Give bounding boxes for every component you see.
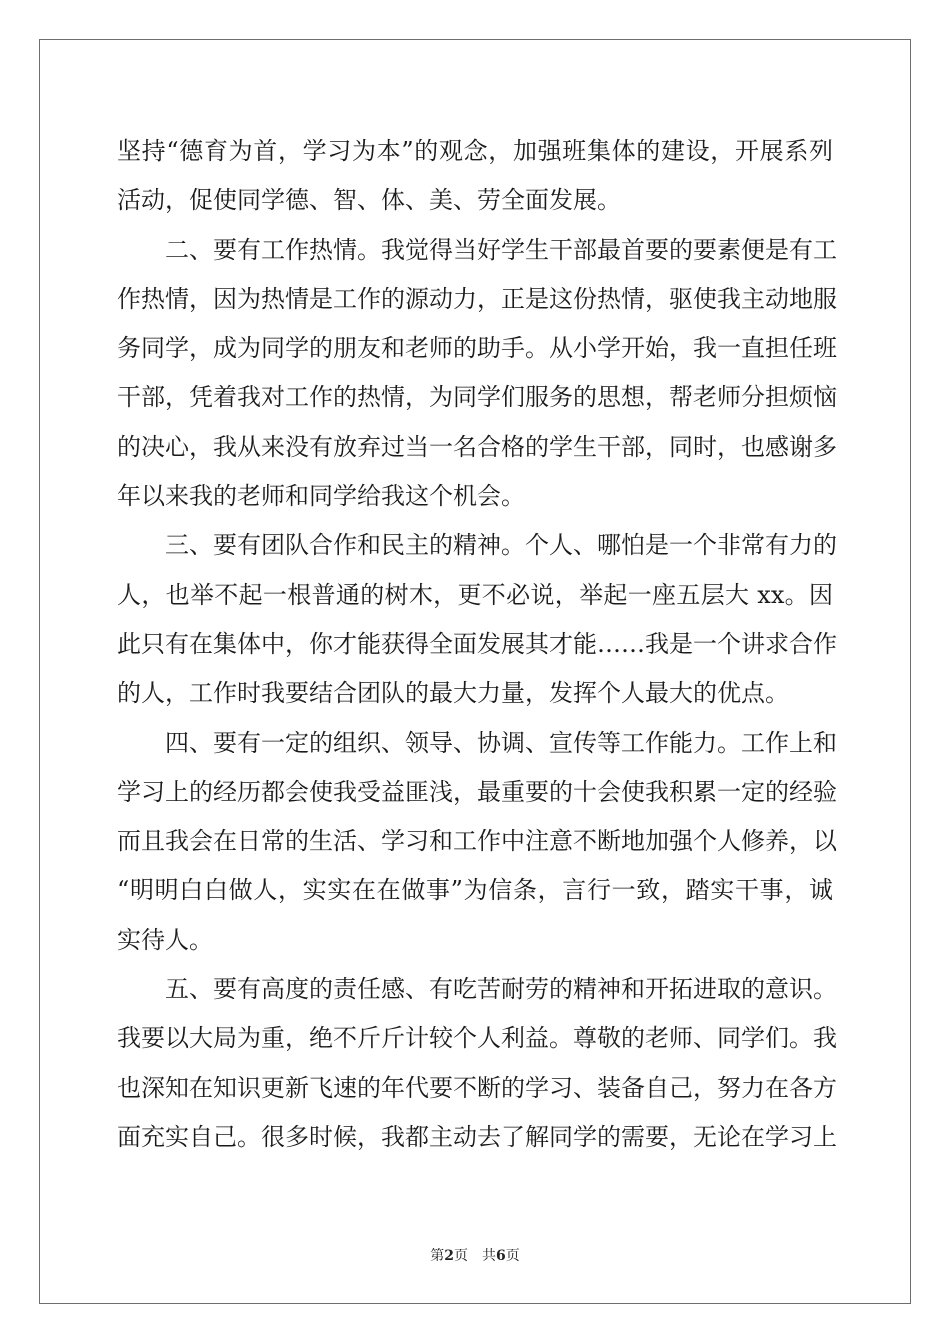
text-line: 人，也举不起一根普通的树木，更不必说，举起一座五层大 xx。因 [117, 580, 833, 609]
text-line: 干部，凭着我对工作的热情，为同学们服务的思想，帮老师分担烦恼 [117, 383, 837, 412]
text-line: 面充实自己。很多时候，我都主动去了解同学的需要，无论在学习上 [117, 1122, 837, 1151]
text-line: 作热情，因为热情是工作的源动力，正是这份热情，驱使我主动地服 [117, 284, 837, 313]
page-suffix: 页 [454, 1248, 468, 1264]
text-line: 也深知在知识更新飞速的年代要不断的学习、装备自己，努力在各方 [117, 1073, 837, 1102]
page-number-label [430, 1248, 468, 1264]
page-footer [0, 1245, 950, 1265]
text-line: 三、要有团队合作和民主的精神。个人、哪怕是一个非常有力的 [165, 531, 837, 560]
text-line: 此只有在集体中，你才能获得全面发展其才能……我是一个讲求合作 [117, 629, 837, 658]
text-line: 坚持“德育为首，学习为本”的观念，加强班集体的建设，开展系列 [117, 137, 833, 165]
text-line: 实待人。 [117, 925, 213, 954]
total-suffix: 页 [505, 1248, 520, 1264]
text-line: “明明白白做人，实实在在做事”为信条，言行一致，踏实干事，诚 [117, 876, 833, 905]
text-line: 四、要有一定的组织、领导、协调、宣传等工作能力。工作上和 [165, 728, 837, 757]
text-line: 活动，促使同学德、智、体、美、劳全面发展。 [117, 186, 621, 215]
page-number: 2 [444, 1248, 454, 1264]
text-line: 我要以大局为重，绝不斤斤计较个人利益。尊敬的老师、同学们。我 [117, 1024, 837, 1053]
total-prefix: 共 [482, 1248, 496, 1264]
text-line: 而且我会在日常的生活、学习和工作中注意不断地加强个人修养，以 [117, 827, 837, 856]
total-pages-label [482, 1248, 520, 1264]
text-line: 二、要有工作热情。我觉得当好学生干部最首要的要素便是有工 [165, 235, 837, 264]
text-line: 务同学，成为同学的朋友和老师的助手。从小学开始，我一直担任班 [117, 334, 837, 363]
text-line: 五、要有高度的责任感、有吃苦耐劳的精神和开拓进取的意识。 [165, 975, 837, 1004]
text-line: 年以来我的老师和同学给我这个机会。 [117, 482, 525, 511]
text-line: 学习上的经历都会使我受益匪浅，最重要的十会使我积累一定的经验 [117, 777, 837, 806]
document-body [117, 127, 837, 1162]
total-number: 6 [496, 1248, 506, 1264]
text-line: 的人，工作时我要结合团队的最大力量，发挥个人最大的优点。 [117, 679, 789, 708]
page-prefix: 第 [430, 1248, 445, 1264]
text-line: 的决心，我从来没有放弃过当一名合格的学生干部，同时，也感谢多 [117, 432, 837, 461]
